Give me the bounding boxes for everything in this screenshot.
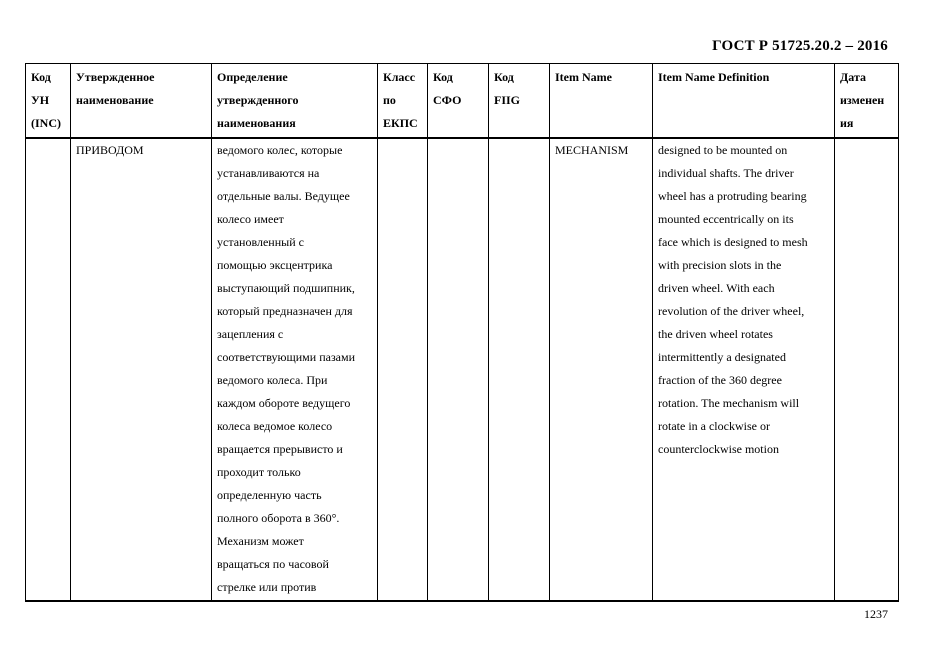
cell-text-line: который предназначен для [217,304,353,318]
cell-text-line: определенную часть [217,488,322,502]
column-header-line: Утвержденное [76,70,155,84]
cell-text-line: individual shafts. The driver [658,166,794,180]
column-header-line: УН [31,93,50,107]
column-header-line: Код [433,70,453,84]
cell-text-line: ПРИВОДОМ [76,143,144,157]
column-header-line: ия [840,116,854,130]
cell-text-line: intermittently a designated [658,350,786,364]
cell-text-line: вращаться по часовой [217,557,329,571]
column-header-definition-ru [212,64,378,139]
column-header-item-name-definition [653,64,835,139]
column-header-line: FIIG [494,93,521,107]
cell-approved-name [71,138,212,601]
cell-text-line: with precision slots in the [658,258,782,272]
cell-definition-ru [212,138,378,601]
cell-text-line: вращается прерывисто и [217,442,343,456]
cell-change-date [835,138,899,601]
cell-text-line: rotate in a clockwise or [658,419,770,433]
cell-text-line: counterclockwise motion [658,442,779,456]
table-header-row [26,64,899,139]
cell-text-line: wheel has a protruding bearing [658,189,807,203]
column-header-item-name [550,64,653,139]
cell-item-name [550,138,653,601]
cell-inc [26,138,71,601]
cell-text-line: колеса ведомое колесо [217,419,333,433]
column-header-change-date [835,64,899,139]
column-header-approved-name [71,64,212,139]
cell-text-line: Механизм может [217,534,304,548]
cell-text-line: колесо имеет [217,212,284,226]
cell-text-line: face which is designed to mesh [658,235,808,249]
cell-fiig-code [489,138,550,601]
column-header-line: Код [494,70,514,84]
column-header-line: СФО [433,93,462,107]
cell-text-line: ведомого колес, которые [217,143,343,157]
column-header-line: ЕКПС [383,116,418,130]
cell-text-line: revolution of the driver wheel, [658,304,805,318]
cell-text-line: зацепления с [217,327,284,341]
cell-text-line: driven wheel. With each [658,281,775,295]
column-header-line: (INC) [31,116,61,130]
cell-text-line: стрелке или против [217,580,317,594]
cell-text-line: ведомого колеса. При [217,373,328,387]
column-header-line: Код [31,70,51,84]
cell-text-line: отдельные валы. Ведущее [217,189,350,203]
cell-text-line: the driven wheel rotates [658,327,773,341]
cell-text-line: установленный с [217,235,304,249]
column-header-line: Определение [217,70,288,84]
column-header-sfo-code [428,64,489,139]
table-body [26,138,899,601]
column-header-ekps-class [378,64,428,139]
cell-text-line: MECHANISM [555,143,629,157]
column-header-line: утвержденного [217,93,299,107]
cell-text-line: полного оборота в 360°. [217,511,340,525]
cell-text-line: устанавливаются на [217,166,320,180]
column-header-line: изменен [840,93,885,107]
document-standard-code: ГОСТ Р 51725.20.2 – 2016 [712,38,888,54]
cell-text-line: помощью эксцентрика [217,258,333,272]
column-header-line: Дата [840,70,866,84]
cell-text-line: designed to be mounted on [658,143,788,157]
column-header-line: наименование [76,93,154,107]
page-number: 1237 [864,607,888,621]
column-header-fiig-code [489,64,550,139]
cell-sfo-code [428,138,489,601]
cell-text-line: соответствующими пазами [217,350,356,364]
catalog-table [25,63,899,602]
cell-text-line: mounted eccentrically on its [658,212,794,226]
cell-text-line: выступающий подшипник, [217,281,355,295]
column-header-line: Item Name Definition [658,70,770,84]
column-header-line: по [383,93,396,107]
cell-ekps-class [378,138,428,601]
cell-item-name-definition [653,138,835,601]
cell-text-line: каждом обороте ведущего [217,396,351,410]
column-header-line: Класс [383,70,416,84]
cell-text-line: rotation. The mechanism will [658,396,800,410]
column-header-line: Item Name [555,70,612,84]
table-row [26,138,899,601]
column-header-line: наименования [217,116,296,130]
cell-text-line: fraction of the 360 degree [658,373,782,387]
cell-text-line: проходит только [217,465,301,479]
column-header-inc [26,64,71,139]
